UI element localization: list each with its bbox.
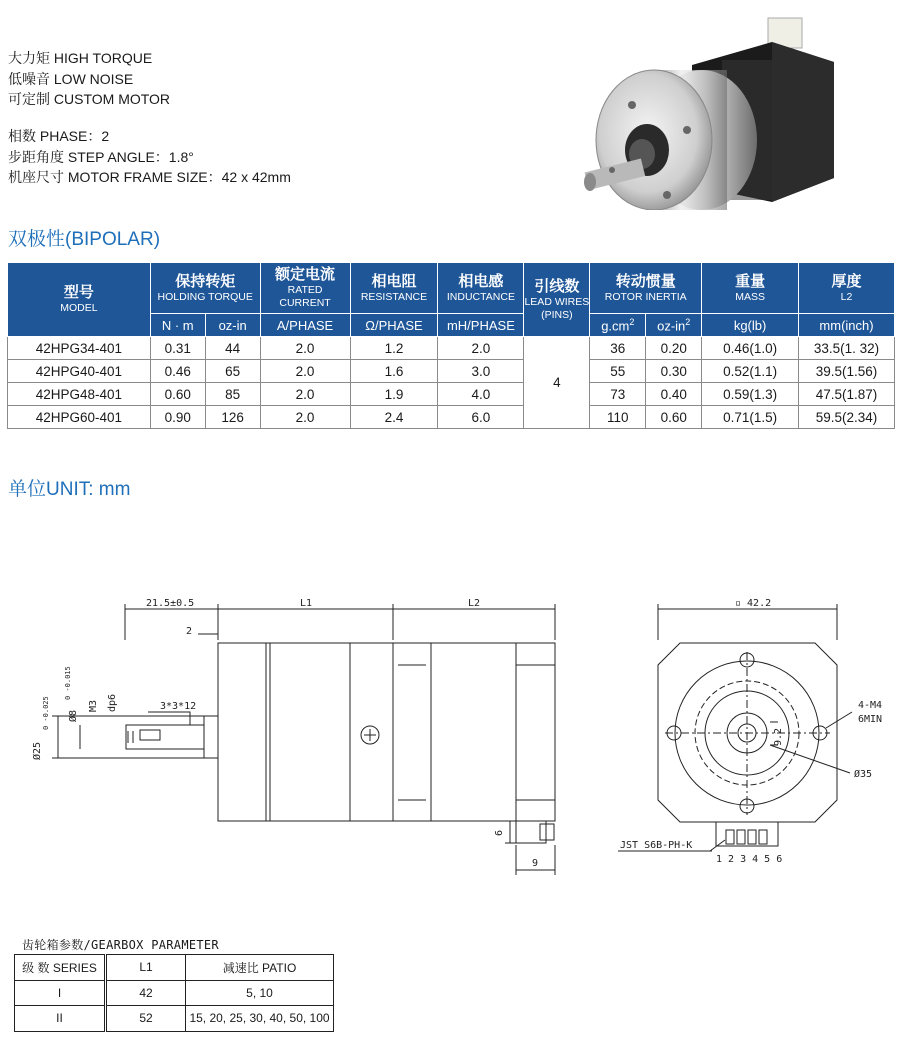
cell-ozin2: 0.20 [646,337,702,360]
feature-item: 可定制 CUSTOM MOTOR [8,91,171,107]
cell-gcm: 110 [590,406,646,429]
dimension-drawing [0,580,900,890]
dim-d25: Ø25 [32,741,43,760]
unit-ohm: Ω/PHASE [350,314,438,337]
header-thickness: 厚度 L2 [799,263,895,314]
table-row [15,980,334,1006]
gear-cell-ratio: 15, 20, 25, 30, 40, 50, 100 [186,1006,334,1032]
cell-inductance: 6.0 [438,406,524,429]
unit-ozin: oz-in [205,314,260,337]
dim-d8-tol: 0 -0.015 [64,666,72,700]
gearbox-title: 齿轮箱参数/GEARBOX PARAMETER [22,938,219,952]
cell-l2: 47.5(1.87) [799,383,895,406]
dim-shaft-length: 21.5±0.5 [146,598,195,609]
spec-item: 机座尺寸 MOTOR FRAME SIZE：42 x 42mm [8,169,291,185]
table-row [8,406,895,429]
cell-ozin2: 0.30 [646,360,702,383]
dim-9: 9 [532,858,539,869]
gear-cell-l1: 42 [106,980,186,1006]
gearbox-table [14,954,334,1032]
cell-nm: 0.31 [150,337,205,360]
dim-d25-tol: 0 -0.025 [42,696,50,730]
dim-4-m4: 4-M4 [858,700,883,711]
header-torque: 保持转矩 HOLDING TORQUE [150,263,260,314]
dim-42: ▫ 42.2 [735,598,772,609]
cell-l2: 39.5(1.56) [799,360,895,383]
unit-kg: kg(lb) [702,314,799,337]
dim-6: 6 [494,829,505,836]
cell-mass: 0.46(1.0) [702,337,799,360]
dim-9-2: 9.2 [773,727,784,746]
unit-mh: mH/PHASE [438,314,524,337]
table-row [8,337,895,360]
cell-inductance: 4.0 [438,383,524,406]
unit-mm: mm(inch) [799,314,895,337]
header-current: 额定电流 RATED CURRENT [260,263,350,314]
dim-m3: M3 [88,699,99,712]
dim-d35: Ø35 [854,769,873,780]
unit-aphase: A/PHASE [260,314,350,337]
front-view [618,598,882,865]
pin-numbers: 1 2 3 4 5 6 [716,854,783,865]
gear-header-series: 级 数 SERIES [15,955,106,981]
cell-ozin: 44 [205,337,260,360]
dim-l2: L2 [468,598,481,609]
header-model: 型号 MODEL [8,263,151,337]
cell-model: 42HPG48-401 [8,383,151,406]
unit-ozin2: $oz-in^2$ [646,314,702,337]
cell-current: 2.0 [260,406,350,429]
motor-photo [572,10,842,210]
cell-ozin2: 0.40 [646,383,702,406]
feature-item: 低噪音 LOW NOISE [8,70,134,87]
cell-gcm: 36 [590,337,646,360]
dim-d8: Ø8 [68,709,79,722]
table-row [8,360,895,383]
spec-table [7,262,895,429]
cell-resistance: 2.4 [350,406,438,429]
header-mass: 重量 MASS [702,263,799,314]
header-lead-wires: 引线数 LEAD WIRES (PINS) [524,263,590,337]
cell-ozin: 65 [205,360,260,383]
gear-cell-series: II [15,1006,106,1032]
cell-current: 2.0 [260,383,350,406]
cell-nm: 0.60 [150,383,205,406]
connector-label: JST S6B-PH-K [620,840,693,851]
cell-ozin: 126 [205,406,260,429]
cell-nm: 0.46 [150,360,205,383]
dim-key: 3*3*12 [160,701,197,712]
header-inductance: 相电感 INDUCTANCE [438,263,524,314]
feature-list [8,48,170,110]
gear-cell-ratio: 5, 10 [186,980,334,1006]
spec-item: 步距角度 STEP ANGLE：1.8° [8,148,194,165]
cell-gcm: 55 [590,360,646,383]
cell-resistance: 1.6 [350,360,438,383]
table-row [15,955,334,981]
cell-current: 2.0 [260,360,350,383]
cell-mass: 0.71(1.5) [702,406,799,429]
cell-current: 2.0 [260,337,350,360]
dim-l1: L1 [300,598,313,609]
table-row [8,383,895,406]
side-view [31,598,555,875]
unit-gcm: $g.cm^2$ [590,314,646,337]
cell-mass: 0.59(1.3) [702,383,799,406]
cell-model: 42HPG40-401 [8,360,151,383]
cell-model: 42HPG60-401 [8,406,151,429]
gear-cell-series: I [15,980,106,1006]
spec-list [8,126,291,188]
cell-ozin2: 0.60 [646,406,702,429]
cell-mass: 0.52(1.1) [702,360,799,383]
cell-l2: 33.5(1. 32) [799,337,895,360]
cell-resistance: 1.2 [350,337,438,360]
gear-cell-l1: 52 [106,1006,186,1032]
header-resistance: 相电阻 RESISTANCE [350,263,438,314]
cell-inductance: 2.0 [438,337,524,360]
cell-l2: 59.5(2.34) [799,406,895,429]
dim-6min: 6MIN [858,714,883,725]
header-inertia: 转动惯量 ROTOR INERTIA [590,263,702,314]
cell-nm: 0.90 [150,406,205,429]
cell-gcm: 73 [590,383,646,406]
cell-model: 42HPG34-401 [8,337,151,360]
dim-2: 2 [186,626,193,637]
unit-nm: N · m [150,314,205,337]
cell-lead-wires: 4 [524,337,590,429]
section-title-unit: 单位UNIT: mm [8,479,131,500]
table-row [15,1006,334,1032]
section-title-bipolar: 双极性(BIPOLAR) [8,229,161,250]
cell-inductance: 3.0 [438,360,524,383]
gear-header-ratio: 减速比 PATIO [186,955,334,981]
gear-header-l1: L1 [106,955,186,981]
feature-item: 大力矩 HIGH TORQUE [8,50,153,66]
cell-resistance: 1.9 [350,383,438,406]
cell-ozin: 85 [205,383,260,406]
spec-item: 相数 PHASE：2 [8,128,110,144]
dim-dp6: dp6 [107,693,118,712]
